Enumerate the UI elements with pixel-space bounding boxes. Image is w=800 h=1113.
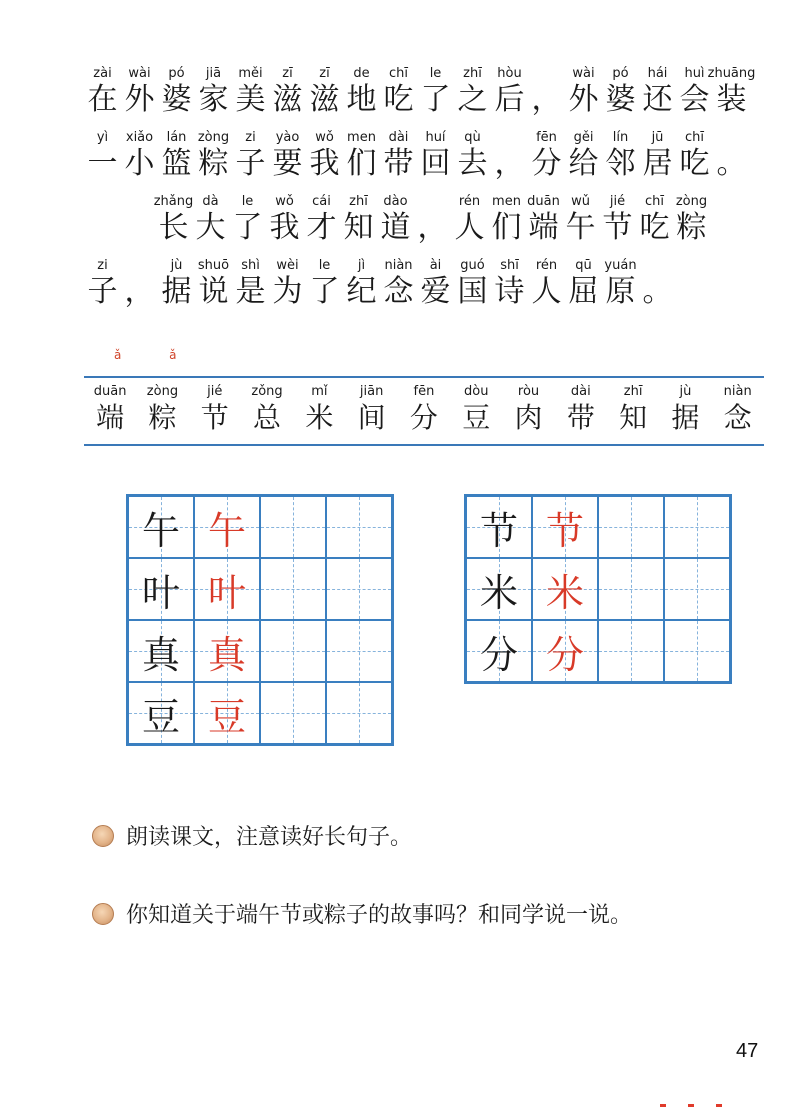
hanzi: 是 [235, 274, 266, 309]
passage-char [84, 130, 121, 182]
hanzi: 间 [357, 401, 386, 434]
passage-char [229, 194, 266, 246]
passage-char [417, 258, 454, 310]
recognize-char [189, 384, 241, 436]
hanzi: 国 [457, 274, 488, 309]
hanzi: 邻 [605, 146, 636, 181]
writing-char: 分 [479, 632, 518, 677]
hanzi: 粽 [148, 401, 177, 434]
hanzi: 美 [235, 82, 266, 117]
pinyin: jì [357, 258, 366, 273]
footer-marks [660, 1104, 722, 1107]
pinyin: zhuāng [707, 66, 756, 81]
hanzi: 人 [454, 210, 485, 245]
passage-char [232, 130, 269, 182]
pinyin: men [492, 194, 521, 209]
grid-practice-cell [260, 620, 326, 682]
grid-char-cell [128, 496, 194, 558]
hanzi: 长 [158, 210, 189, 245]
model-writing-char: 真 [207, 632, 246, 677]
recognize-char [659, 384, 711, 436]
hanzi: 我 [309, 146, 340, 181]
pinyin: zòng [675, 194, 708, 209]
pinyin: men [347, 130, 376, 145]
pinyin: dà [202, 194, 219, 209]
task-badge-icon [92, 903, 114, 925]
grid-char-cell [128, 682, 194, 744]
hanzi: ， [124, 274, 155, 309]
passage-char [602, 130, 639, 182]
pinyin: niàn [723, 384, 752, 399]
grid-practice-cell [260, 682, 326, 744]
hanzi: 们 [491, 210, 522, 245]
pinyin: chī [645, 194, 664, 209]
hanzi: 了 [232, 210, 263, 245]
pinyin: shuō [197, 258, 230, 273]
recognize-char [555, 384, 607, 436]
hanzi: 粽 [676, 210, 707, 245]
passage-char [377, 194, 414, 246]
recognize-char [293, 384, 345, 436]
passage-char [306, 258, 343, 310]
passage-char [454, 66, 491, 118]
passage-line-3 [155, 194, 710, 246]
pinyin: jù [679, 384, 692, 399]
pinyin: jiān [359, 384, 384, 399]
pinyin: yuán [604, 258, 637, 273]
pinyin: duān [527, 194, 560, 209]
pinyin: zòng [197, 130, 230, 145]
pinyin: le [429, 66, 442, 81]
passage-char [639, 130, 676, 182]
hanzi: 屈 [568, 274, 599, 309]
grid-char-cell [466, 620, 532, 682]
passage-char [491, 130, 528, 182]
passage-char [84, 258, 121, 310]
hanzi: 了 [420, 82, 451, 117]
pinyin: zi [245, 130, 256, 145]
pinyin: jiā [205, 66, 222, 81]
pinyin: wèi [276, 258, 299, 273]
hanzi: 节 [200, 401, 229, 434]
recognize-char [502, 384, 554, 436]
recognize-char [345, 384, 397, 436]
recognize-char [84, 384, 136, 436]
passage-char [565, 130, 602, 182]
grid-char-cell [466, 558, 532, 620]
hanzi: 念 [383, 274, 414, 309]
writing-grid-left [126, 494, 394, 746]
passage-char [380, 66, 417, 118]
pinyin: wǒ [275, 194, 294, 209]
hanzi: 子 [235, 146, 266, 181]
writing-char: 节 [479, 508, 518, 553]
model-writing-char: 节 [545, 508, 584, 553]
passage-char [195, 66, 232, 118]
hanzi: 滋 [309, 82, 340, 117]
passage-char [343, 258, 380, 310]
hanzi: 。 [642, 274, 673, 309]
hanzi: ， [531, 82, 562, 117]
hanzi: 米 [305, 401, 334, 434]
passage-char [121, 66, 158, 118]
task-1 [92, 820, 412, 851]
passage-char [528, 66, 565, 118]
hanzi: 要 [272, 146, 303, 181]
passage-char [673, 194, 710, 246]
hanzi: 纪 [346, 274, 377, 309]
grid-model-cell [194, 558, 260, 620]
grid-practice-cell [598, 496, 664, 558]
passage-char [343, 130, 380, 182]
hanzi: 婆 [605, 82, 636, 117]
passage-char [454, 130, 491, 182]
recognize-character-row [84, 384, 764, 436]
passage-char [599, 194, 636, 246]
pinyin: rén [535, 258, 558, 273]
model-writing-char: 午 [207, 508, 246, 553]
hanzi: 总 [253, 401, 282, 434]
writing-char: 真 [141, 632, 180, 677]
passage-char [303, 194, 340, 246]
passage-char [380, 130, 417, 182]
passage-char [195, 130, 232, 182]
passage-char [451, 194, 488, 246]
pinyin: lín [612, 130, 629, 145]
pinyin: chī [685, 130, 704, 145]
pinyin: pó [612, 66, 629, 81]
passage-char [340, 194, 377, 246]
grid-practice-cell [664, 620, 730, 682]
pinyin: duān [93, 384, 127, 399]
passage-char [602, 66, 639, 118]
passage-char [565, 66, 602, 118]
hanzi: 道 [380, 210, 411, 245]
recognize-char [607, 384, 659, 436]
grid-practice-cell [260, 558, 326, 620]
hanzi: 吃 [639, 210, 670, 245]
grid-practice-cell [326, 620, 392, 682]
pinyin: le [241, 194, 254, 209]
hanzi: 知 [619, 401, 648, 434]
hanzi: 分 [409, 401, 438, 434]
pinyin: shī [500, 258, 519, 273]
pinyin: qù [464, 130, 481, 145]
passage-char [155, 194, 192, 246]
pinyin: zòng [146, 384, 179, 399]
passage-char [232, 66, 269, 118]
task-badge-icon [92, 825, 114, 847]
passage-char [417, 130, 454, 182]
pinyin: de [353, 66, 370, 81]
passage-char [636, 194, 673, 246]
pinyin: shì [241, 258, 260, 273]
pinyin: jù [170, 258, 183, 273]
hanzi: 说 [198, 274, 229, 309]
hanzi: 给 [568, 146, 599, 181]
pinyin: dài [388, 130, 409, 145]
hanzi: 还 [642, 82, 673, 117]
passage-char [528, 258, 565, 310]
pinyin: dòu [464, 384, 489, 399]
hanzi: 大 [195, 210, 226, 245]
hanzi: 午 [565, 210, 596, 245]
pinyin: wài [572, 66, 595, 81]
pinyin: hái [647, 66, 668, 81]
passage-char [707, 66, 756, 118]
hanzi: 们 [346, 146, 377, 181]
pinyin: wǒ [315, 130, 334, 145]
pinyin: gěi [573, 130, 594, 145]
hanzi: 一 [87, 146, 118, 181]
pinyin: zhī [623, 384, 643, 399]
recognize-char [136, 384, 188, 436]
hanzi: 去 [457, 146, 488, 181]
passage-char [266, 194, 303, 246]
pinyin: zài [93, 66, 112, 81]
passage-char [343, 66, 380, 118]
passage-char [639, 258, 676, 310]
footer-mark [716, 1104, 722, 1107]
passage-char [380, 258, 417, 310]
passage-char [713, 130, 750, 182]
hanzi: 粽 [198, 146, 229, 181]
hanzi: 之 [457, 82, 488, 117]
hanzi: 外 [568, 82, 599, 117]
task-2-text: 你知道关于端午节或粽子的故事吗？和同学说一说。 [126, 903, 633, 928]
hanzi: 爱 [420, 274, 451, 309]
pinyin: zhī [463, 66, 482, 81]
passage-char [491, 66, 528, 118]
hanzi: 婆 [161, 82, 192, 117]
hanzi: 回 [420, 146, 451, 181]
passage-char [158, 258, 195, 310]
hanzi: ， [417, 210, 448, 245]
passage-char [676, 130, 713, 182]
pinyin: zhī [349, 194, 368, 209]
grid-practice-cell [260, 496, 326, 558]
model-writing-char: 米 [545, 570, 584, 615]
grid-char-cell [128, 558, 194, 620]
passage-char [414, 194, 451, 246]
section-label: ǎ ǎ [114, 348, 199, 362]
hanzi: 。 [716, 146, 747, 181]
bottom-rule [84, 444, 764, 446]
passage-char [269, 66, 306, 118]
hanzi: 家 [198, 82, 229, 117]
grid-char-cell [128, 620, 194, 682]
writing-char: 米 [479, 570, 518, 615]
hanzi: 端 [528, 210, 559, 245]
passage-char [121, 258, 158, 310]
hanzi: 人 [531, 274, 562, 309]
recognize-char [450, 384, 502, 436]
hanzi: 地 [346, 82, 377, 117]
pinyin: dài [570, 384, 591, 399]
hanzi: 外 [124, 82, 155, 117]
pinyin: fēn [536, 130, 557, 145]
passage-char [488, 194, 525, 246]
passage-char [525, 194, 562, 246]
passage-char [269, 258, 306, 310]
hanzi: 节 [602, 210, 633, 245]
passage-char [491, 258, 528, 310]
pinyin: chī [389, 66, 408, 81]
grid-model-cell [194, 682, 260, 744]
pinyin: mǐ [311, 384, 328, 399]
pinyin: wǔ [571, 194, 590, 209]
recognize-char [398, 384, 450, 436]
grid-practice-cell [598, 620, 664, 682]
grid-model-cell [532, 558, 598, 620]
grid-model-cell [194, 496, 260, 558]
hanzi: 装 [716, 82, 747, 117]
grid-model-cell [194, 620, 260, 682]
passage-char [306, 66, 343, 118]
hanzi: 据 [671, 401, 700, 434]
passage-char [454, 258, 491, 310]
hanzi: 小 [124, 146, 155, 181]
pinyin: pó [168, 66, 185, 81]
passage-line-1 [84, 66, 756, 118]
passage-char [602, 258, 639, 310]
pinyin: cái [312, 194, 331, 209]
grid-practice-cell [326, 558, 392, 620]
passage-char [158, 130, 195, 182]
pinyin: zi [97, 258, 108, 273]
passage-char [565, 258, 602, 310]
hanzi: 分 [531, 146, 562, 181]
pinyin: jié [207, 384, 223, 399]
pinyin: lán [166, 130, 187, 145]
pinyin: huì [684, 66, 705, 81]
model-writing-char: 豆 [207, 694, 246, 739]
pinyin: ròu [517, 384, 540, 399]
hanzi: 篮 [161, 146, 192, 181]
hanzi: 后 [494, 82, 525, 117]
hanzi: 了 [309, 274, 340, 309]
pinyin: zǒng [251, 384, 283, 399]
passage-line-2 [84, 130, 750, 182]
passage-char [192, 194, 229, 246]
footer-mark [688, 1104, 694, 1107]
passage-char [639, 66, 676, 118]
writing-char: 叶 [141, 570, 180, 615]
hanzi: 诗 [494, 274, 525, 309]
recognize-char [241, 384, 293, 436]
hanzi: 子 [87, 274, 118, 309]
pinyin: fēn [413, 384, 435, 399]
passage-char [528, 130, 565, 182]
hanzi: 会 [679, 82, 710, 117]
hanzi: 据 [161, 274, 192, 309]
hanzi: 在 [87, 82, 118, 117]
grid-practice-cell [326, 682, 392, 744]
pinyin: jié [609, 194, 626, 209]
grid-practice-cell [664, 496, 730, 558]
hanzi: 念 [723, 401, 752, 434]
pinyin: hòu [497, 66, 522, 81]
passage-char [121, 130, 158, 182]
hanzi: 为 [272, 274, 303, 309]
pinyin: qū [575, 258, 592, 273]
page-number: 47 [736, 1040, 759, 1062]
hanzi: 我 [269, 210, 300, 245]
hanzi: 知 [343, 210, 374, 245]
passage-char [417, 66, 454, 118]
pinyin: zhǎng [153, 194, 194, 209]
task-1-text: 朗读课文，注意读好长句子。 [126, 825, 413, 850]
grid-practice-cell [598, 558, 664, 620]
writing-char: 豆 [141, 694, 180, 739]
pinyin: huí [425, 130, 446, 145]
grid-model-cell [532, 620, 598, 682]
pinyin: xiǎo [125, 130, 154, 145]
pinyin: yào [275, 130, 300, 145]
passage-char [84, 66, 121, 118]
pinyin: le [318, 258, 331, 273]
passage-char [232, 258, 269, 310]
pinyin: guó [460, 258, 485, 273]
hanzi: 吃 [679, 146, 710, 181]
hanzi: 原 [605, 274, 636, 309]
pinyin: ài [429, 258, 442, 273]
top-rule [84, 376, 764, 378]
writing-grid-right [464, 494, 732, 684]
pinyin: zī [319, 66, 330, 81]
model-writing-char: 分 [545, 632, 584, 677]
pinyin: rén [458, 194, 481, 209]
passage-char [158, 66, 195, 118]
model-writing-char: 叶 [207, 570, 246, 615]
pinyin: jū [651, 130, 664, 145]
hanzi: 才 [306, 210, 337, 245]
pinyin: niàn [384, 258, 413, 273]
hanzi: 带 [383, 146, 414, 181]
writing-char: 午 [141, 508, 180, 553]
passage-char [306, 130, 343, 182]
grid-practice-cell [664, 558, 730, 620]
grid-char-cell [466, 496, 532, 558]
pinyin: dào [383, 194, 408, 209]
pinyin: zī [282, 66, 293, 81]
hanzi: ， [494, 146, 525, 181]
hanzi: 豆 [462, 401, 491, 434]
grid-model-cell [532, 496, 598, 558]
passage-char [562, 194, 599, 246]
pinyin: yì [96, 130, 109, 145]
hanzi: 居 [642, 146, 673, 181]
passage-char [269, 130, 306, 182]
passage-char [195, 258, 232, 310]
hanzi: 端 [96, 401, 125, 434]
passage-line-4 [84, 258, 676, 310]
hanzi: 带 [566, 401, 595, 434]
pinyin: měi [238, 66, 263, 81]
hanzi: 肉 [514, 401, 543, 434]
task-2 [92, 898, 632, 929]
recognize-char [712, 384, 764, 436]
hanzi: 滋 [272, 82, 303, 117]
pinyin: wài [128, 66, 151, 81]
hanzi: 吃 [383, 82, 414, 117]
footer-mark [660, 1104, 666, 1107]
grid-practice-cell [326, 496, 392, 558]
